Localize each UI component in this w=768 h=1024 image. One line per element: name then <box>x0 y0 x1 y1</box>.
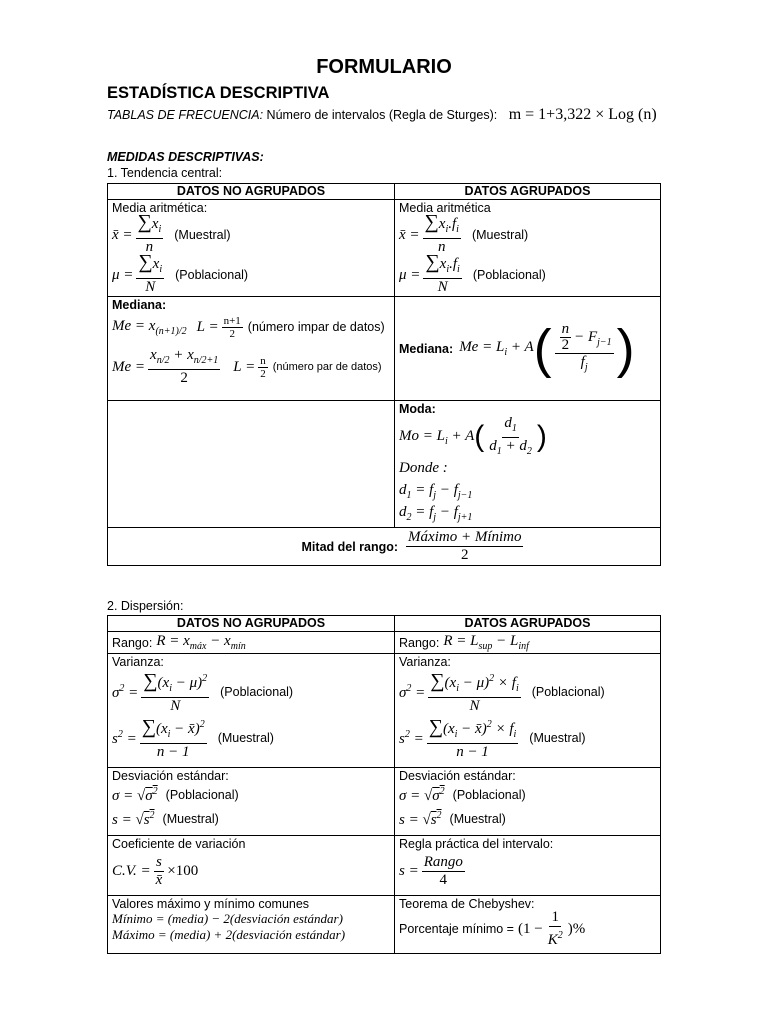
varianza-agrupada-poblacional-label: (Poblacional) <box>531 685 605 699</box>
col-header-agrupados: DATOS AGRUPADOS <box>395 616 661 632</box>
dispersion-table <box>107 615 661 954</box>
s-sqrt-formula: $s = √s^2$ <box>399 809 442 828</box>
mediana-agrupada-lhs: $Me = L_i + A$ <box>459 339 534 358</box>
media-agrupada-muestral-label: (Muestral) <box>471 228 529 242</box>
media-agrupada-muestral-fraction: $\frac{\sum x_i.f_i}{n}$ <box>424 210 459 255</box>
desv-muestral-label: (Muestral) <box>162 812 219 826</box>
mitad-rango-label: Mitad del rango: <box>301 539 399 554</box>
media-no-agrupados-cell <box>108 200 395 297</box>
desv-label: Desviación estándar: <box>112 769 229 783</box>
section-title: ESTADÍSTICA DESCRIPTIVA <box>107 84 330 102</box>
sturges-label-italic: TABLAS DE FRECUENCIA: <box>107 108 264 122</box>
desv-no-agrupados-cell <box>108 768 395 836</box>
varianza-agrupados-cell <box>395 654 661 768</box>
desv-muestral-label: (Muestral) <box>449 812 506 826</box>
varianza-agrupada-muestral-label: (Muestral) <box>529 731 586 745</box>
l-impar-formula: L = <box>196 318 219 335</box>
xbar-symbol: x̄ = <box>399 226 420 243</box>
cheby-formula-open: (1 − <box>517 920 543 937</box>
moda-no-agrupados-cell <box>108 401 395 528</box>
cv-cell <box>108 836 395 896</box>
s2-symbol: $s^2$ = <box>112 728 137 747</box>
cheby-fraction: $\frac{1}{K^2}$ <box>547 909 563 948</box>
cv-times-100: ×100 <box>167 862 199 879</box>
tendencia-central-table <box>107 183 661 566</box>
paren-left: ( <box>474 420 485 453</box>
varianza-label: Varianza: <box>112 655 164 669</box>
media-poblacional-fraction: $\frac{\sum x_i}{N}$ <box>138 250 163 295</box>
sturges-label-text: Número de intervalos (Regla de Sturges): <box>266 108 498 122</box>
cv-label: Coeficiente de variación <box>112 837 246 851</box>
chebyshev-cell <box>395 896 661 954</box>
col-header-no-agrupados: DATOS NO AGRUPADOS <box>108 616 395 632</box>
valores-cell <box>108 896 395 954</box>
desv-agrupados-cell <box>395 768 661 836</box>
media-left-label: Media aritmética: <box>112 201 208 215</box>
desv-poblacional-label: (Poblacional) <box>452 788 526 802</box>
moda-lhs: $Mo = L_i + A$ <box>399 427 475 447</box>
mediana-right-label: Mediana: <box>399 341 454 356</box>
rango-formula: $R = x_{máx} - x_{mín}$ <box>156 633 246 652</box>
medidas-heading: MEDIDAS DESCRIPTIVAS: <box>107 150 264 164</box>
sigma-sqrt-formula: $\sigma = √\sigma^2$ <box>399 785 445 804</box>
page-title: FORMULARIO <box>316 56 452 78</box>
regla-cell <box>395 836 661 896</box>
minimo-formula: Mínimo = (media) − 2(desviación estándar) <box>112 911 343 926</box>
l-impar-fraction: $\frac{n+1}{2}$ <box>223 314 241 340</box>
varianza-agrupada-muestral-fraction: $\frac{\sum(x_i - x̄)^2 \times f_i}{n - 1}$ <box>428 715 517 760</box>
rango-label: Rango: <box>399 635 440 650</box>
valores-label: Valores máximo y mínimo comunes <box>112 897 310 911</box>
media-agrupada-poblacional-label: (Poblacional) <box>472 268 546 282</box>
par-label: (número par de datos) <box>272 361 382 373</box>
mu-symbol: μ = <box>399 266 421 283</box>
sturges-formula: m = 1+3,322 × Log (n) <box>508 106 657 123</box>
paren-right: ) <box>616 318 635 379</box>
mu-symbol: μ = <box>112 266 134 283</box>
rango-no-agrupados-cell <box>108 632 395 654</box>
mediana-par-fraction: $\frac{x_{n/2} + x_{n/2+1}}{2}$ <box>150 347 219 386</box>
sigma2-symbol: $\sigma^2$ = <box>399 682 426 701</box>
col-header-no-agrupados: DATOS NO AGRUPADOS <box>108 184 395 200</box>
varianza-label: Varianza: <box>399 655 451 669</box>
impar-label: (número impar de datos) <box>247 320 385 334</box>
moda-label: Moda: <box>399 402 436 416</box>
sigma2-symbol: $\sigma^2$ = <box>112 682 139 701</box>
moda-agrupados-cell <box>395 401 661 528</box>
paren-left: ( <box>533 318 552 379</box>
media-agrupados-cell <box>395 200 661 297</box>
mitad-rango-fraction: $\frac{\text{Máximo + Mínimo}}{2}$ <box>408 529 522 563</box>
media-agrupada-poblacional-fraction: $\frac{\sum x_i.f_i}{N}$ <box>425 250 460 295</box>
mediana-par-symbol: Me = <box>112 358 146 375</box>
mediana-agrupados-cell <box>395 297 661 401</box>
l-par-formula: L = <box>233 358 256 375</box>
mediana-no-agrupados-cell <box>108 297 395 401</box>
mediana-label: Mediana: <box>112 298 167 312</box>
cv-lhs: C.V. = <box>112 862 151 879</box>
cheby-label: Teorema de Chebyshev: <box>399 897 535 911</box>
mediana-impar-formula: $Me = x_{(n+1)/2}$ <box>112 317 187 337</box>
d2-formula: $d_2 = f_j - f_{j+1}$ <box>399 504 473 523</box>
maximo-formula: Máximo = (media) + 2(desviación estándar) <box>112 927 346 942</box>
porcentaje-label: Porcentaje mínimo = <box>399 922 514 936</box>
d1-formula: $d_1 = f_j - f_{j-1}$ <box>399 482 473 501</box>
section2-heading: 2. Dispersión: <box>107 599 184 613</box>
donde-word: Donde <box>399 460 439 476</box>
mediana-agrupada-fraction: $\frac{n}{2}$ − $F_{j-1}$ $f_j$ <box>555 322 614 376</box>
rango-agrupado-formula: $R = L_{sup} - L_{inf}$ <box>443 633 529 652</box>
paren-right: ) <box>536 420 547 453</box>
sigma-sqrt-formula: $\sigma = √\sigma^2$ <box>112 785 158 804</box>
regla-lhs: s = <box>399 862 419 879</box>
regla-fraction: $\frac{\text{Rango}}{4}$ <box>423 853 463 888</box>
desv-poblacional-label: (Poblacional) <box>165 788 239 802</box>
moda-fraction: $\frac{d_1}{d_1 + d_2}$ <box>489 414 532 457</box>
cv-fraction: $\frac{s}{x̄}$ <box>155 853 163 888</box>
sturges-rule <box>107 106 657 124</box>
varianza-poblacional-fraction: $\frac{\sum(x_i - \mu)^2}{N}$ <box>143 669 208 714</box>
s2-symbol: $s^2$ = <box>399 728 424 747</box>
l-par-fraction: $\frac{n}{2}$ <box>260 354 266 380</box>
media-right-label: Media aritmética <box>399 201 491 215</box>
varianza-muestral-fraction: $\frac{\sum(x_i - x̄)^2}{n - 1}$ <box>141 715 205 760</box>
varianza-no-agrupados-cell <box>108 654 395 768</box>
xbar-symbol: x̄ = <box>112 226 133 243</box>
varianza-muestral-label: (Muestral) <box>217 731 274 745</box>
media-poblacional-label: (Poblacional) <box>175 268 249 282</box>
media-muestral-label: (Muestral) <box>174 228 231 242</box>
varianza-poblacional-label: (Poblacional) <box>220 685 294 699</box>
section1-heading: 1. Tendencia central: <box>107 166 223 180</box>
mitad-rango-cell <box>108 528 661 566</box>
cheby-formula-close: )% <box>567 920 586 937</box>
donde-line: Donde : <box>399 460 448 476</box>
regla-label: Regla práctica del intervalo: <box>399 837 554 851</box>
col-header-agrupados: DATOS AGRUPADOS <box>395 184 661 200</box>
s-sqrt-formula: $s = √s^2$ <box>112 809 155 828</box>
varianza-agrupada-poblacional-fraction: $\frac{\sum(x_i - \mu)^2 \times f_i}{N}$ <box>430 669 519 714</box>
desv-label: Desviación estándar: <box>399 769 516 783</box>
media-muestral-fraction: $\frac{\sum x_i}{n}$ <box>137 210 162 255</box>
rango-agrupados-cell <box>395 632 661 654</box>
rango-label: Rango: <box>112 635 153 650</box>
